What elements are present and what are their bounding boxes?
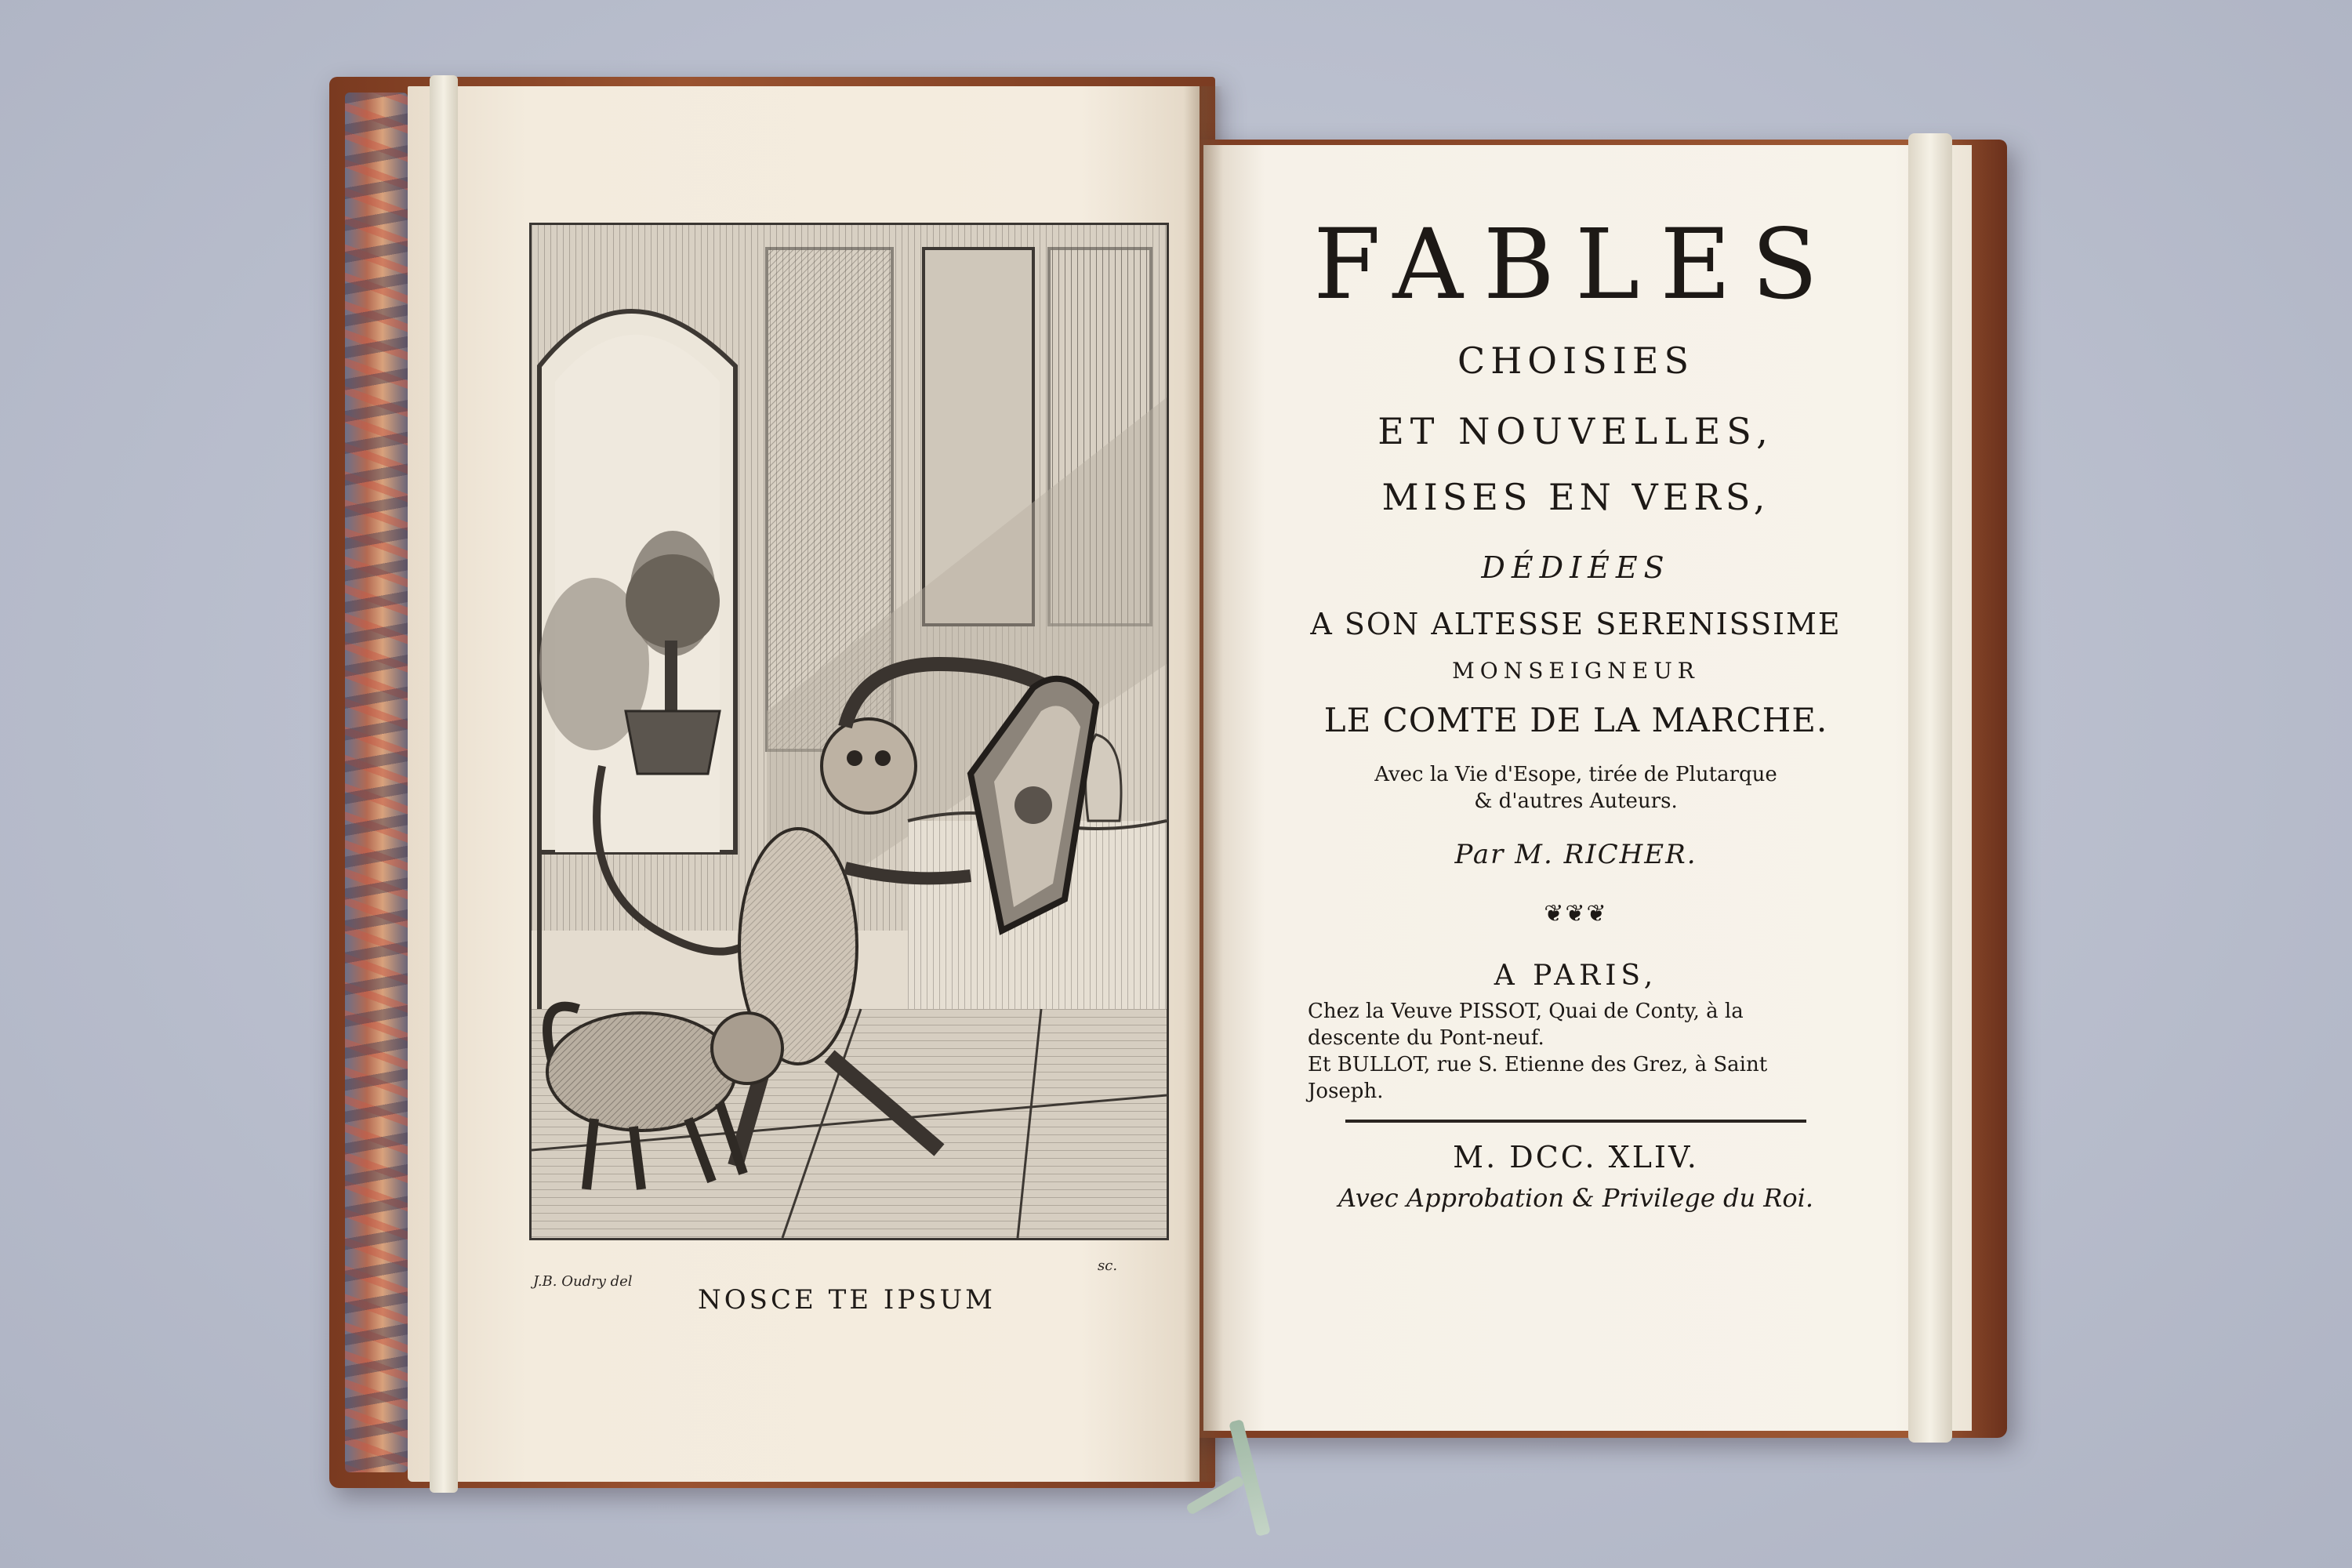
right-elastic-band <box>1908 133 1952 1443</box>
dedication-heading: DÉDIÉES <box>1481 550 1671 585</box>
engraver-credit-right: sc. <box>1098 1258 1118 1274</box>
dedication-line-2: MONSEIGNEUR <box>1452 658 1700 684</box>
dedication-line-1: A SON ALTESSE SERENISSIME <box>1310 607 1842 641</box>
publication-date: M. DCC. XLIV. <box>1453 1140 1699 1174</box>
subtitle-line-2: ET NOUVELLES, <box>1377 410 1774 452</box>
place-of-publication: A PARIS, <box>1494 960 1658 992</box>
fleuron-ornament: ❦❦❦ <box>1544 900 1608 927</box>
title: FABLES <box>1313 209 1838 321</box>
dedication-line-3: LE COMTE DE LA MARCHE. <box>1323 701 1828 739</box>
approbation-line: Avec Approbation & Privilege du Roi. <box>1338 1183 1814 1213</box>
engraving-caption: NOSCE TE IPSUM <box>698 1284 996 1316</box>
marbled-endpaper <box>345 93 408 1472</box>
imprint-line-1: Chez la Veuve PISSOT, Quai de Conty, à la <box>1308 1000 1744 1023</box>
gutter <box>1184 86 1223 1482</box>
frontispiece-engraving <box>529 223 1169 1240</box>
subtitle-line-3: MISES EN VERS, <box>1381 476 1770 518</box>
subtitle-line-1: CHOISIES <box>1457 339 1694 382</box>
author-line: Par M. RICHER. <box>1454 839 1697 870</box>
imprint-line-3: Et BULLOT, rue S. Etienne des Grez, à Saint <box>1308 1053 1768 1076</box>
contents-note-2: & d'autres Auteurs. <box>1474 789 1678 813</box>
contents-note-1: Avec la Vie d'Esope, tirée de Plutarque <box>1374 763 1777 786</box>
imprint-line-2: descente du Pont-neuf. <box>1308 1026 1544 1050</box>
engraving-illustration <box>532 225 1167 1238</box>
left-elastic-band <box>430 75 458 1493</box>
engraver-credit-left: J.B. Oudry del <box>533 1273 633 1290</box>
imprint-rule <box>1345 1120 1806 1123</box>
imprint-line-4: Joseph. <box>1308 1080 1384 1103</box>
